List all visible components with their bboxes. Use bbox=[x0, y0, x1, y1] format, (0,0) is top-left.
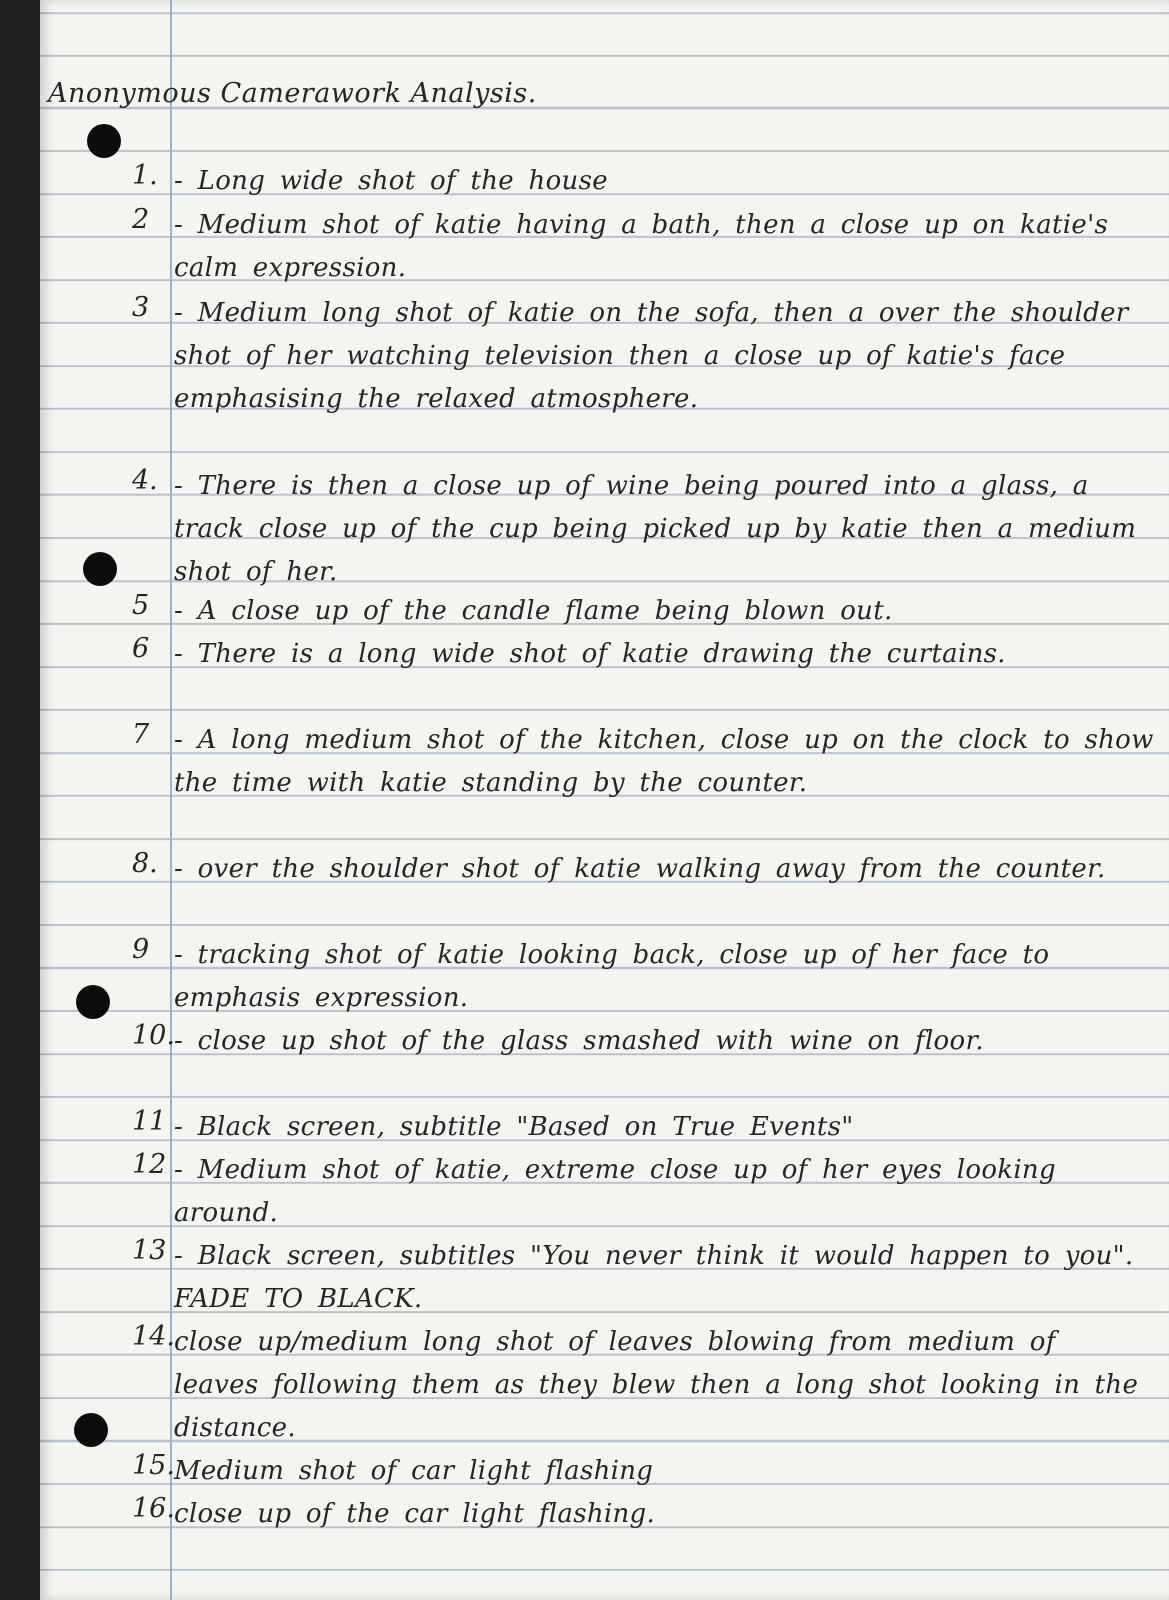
entry-number: 13 bbox=[132, 1235, 167, 1266]
lined-paper bbox=[40, 0, 1169, 1600]
entry-number: 10. bbox=[132, 1020, 175, 1051]
entry-number: 5 bbox=[132, 590, 150, 621]
entry-number: 9 bbox=[132, 934, 150, 965]
entry-number: 8. bbox=[132, 848, 158, 879]
entry-text: - Medium shot of katie, extreme close up of her eyes looking around. bbox=[174, 1155, 1056, 1228]
entry-text: close up/medium long shot of leaves blowing from medium of leaves following them as they blew then a long shot looking in the distance. bbox=[174, 1327, 1139, 1443]
entry-text: - tracking shot of katie looking back, close up of her face to emphasis expression. bbox=[174, 940, 1050, 1013]
entry-text: - There is a long wide shot of katie drawing the curtains. bbox=[174, 639, 1006, 669]
page-title: Anonymous Camerawork Analysis. bbox=[48, 78, 537, 109]
entry-text: Medium shot of car light flashing bbox=[174, 1456, 654, 1486]
entry-text: - Medium shot of katie having a bath, then a close up on katie's calm expression. bbox=[174, 210, 1109, 283]
entry-number: 7 bbox=[132, 719, 150, 750]
entry-number: 15. bbox=[132, 1450, 175, 1481]
shot-list bbox=[40, 0, 1169, 1600]
entry-text: - Black screen, subtitles "You never think it would happen to you". FADE TO BLACK. bbox=[174, 1241, 1134, 1314]
entry-number: 14. bbox=[132, 1321, 175, 1352]
entry-number: 6 bbox=[132, 633, 150, 664]
entry-number: 16. bbox=[132, 1493, 175, 1524]
entry-number: 3 bbox=[132, 292, 150, 323]
entry-text: close up of the car light flashing. bbox=[174, 1499, 656, 1529]
entry-text: - Black screen, subtitle "Based on True Events" bbox=[174, 1112, 854, 1142]
entry-number: 1. bbox=[132, 160, 158, 191]
entry-text: - Long wide shot of the house bbox=[174, 166, 608, 196]
entry-number: 11 bbox=[132, 1106, 167, 1137]
entry-number: 12 bbox=[132, 1149, 167, 1180]
entry-text: - Medium long shot of katie on the sofa, then a over the shoulder shot of her watching television then a close up of katie's face emphasising the relaxed atmosphere. bbox=[174, 298, 1129, 414]
entry-text: - A close up of the candle flame being blown out. bbox=[174, 596, 893, 626]
entry-text: - over the shoulder shot of katie walking away from the counter. bbox=[174, 854, 1106, 884]
entry-text: - close up shot of the glass smashed with wine on floor. bbox=[174, 1026, 984, 1056]
entry-text: - A long medium shot of the kitchen, close up on the clock to show the time with katie standing by the counter. bbox=[174, 725, 1154, 798]
entry-number: 2 bbox=[132, 204, 150, 235]
entry-number: 4. bbox=[132, 465, 158, 496]
entry-text: - There is then a close up of wine being poured into a glass, a track close up of the cup being picked up by katie then a medium shot of her. bbox=[174, 471, 1137, 587]
